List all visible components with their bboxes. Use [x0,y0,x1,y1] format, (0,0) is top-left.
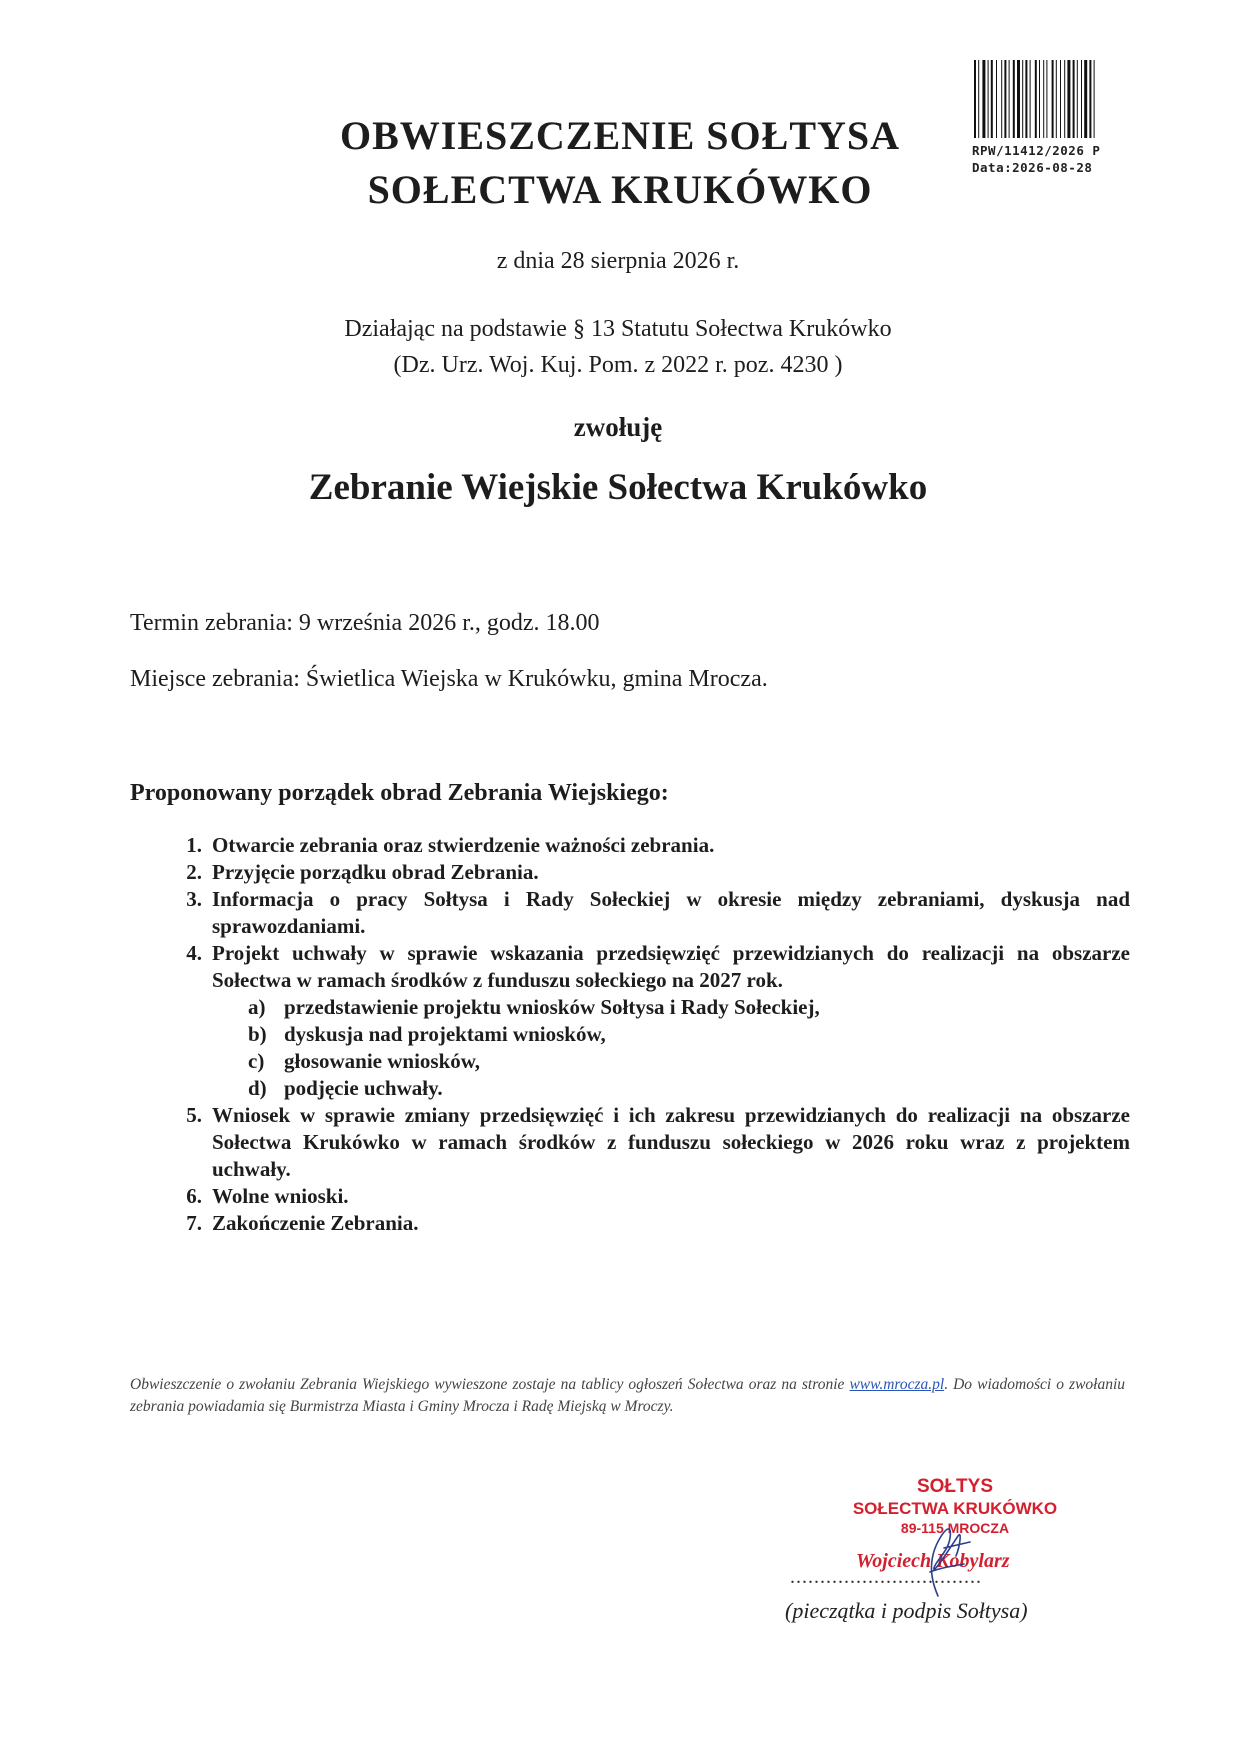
agenda-item [150,1210,1130,1237]
agenda-item-text: Wniosek w sprawie zmiany przedsięwzięć i ich zakresu przewidzianych do realizacji na obszarze Sołectwa Krukówko w ramach środków z funduszu sołeckiego w 2026 roku wraz z projektem uchwały. [212,1103,1130,1181]
agenda-subitem-letter: d) [248,1076,267,1100]
signature-name: Wojciech Kobylarz [856,1550,1010,1572]
agenda-item-number: 6. [186,1184,202,1208]
footer-note [130,1374,1125,1418]
agenda-item-text: Zakończenie Zebrania. [212,1211,419,1235]
event-title: Zebranie Wiejskie Sołectwa Krukówko [308,467,928,508]
agenda-item-text: Przyjęcie porządku obrad Zebrania. [212,860,539,884]
agenda-subitem [150,994,1130,1021]
agenda-item-number: 4. [186,941,202,965]
agenda-item-text: Wolne wnioski. [212,1184,349,1208]
agenda-item-number: 5. [186,1103,202,1127]
agenda-item-text: Otwarcie zebrania oraz stwierdzenie ważności zebrania. [212,833,715,857]
agenda-item-number: 7. [186,1211,202,1235]
signature-dotted-line: ................................ [790,1566,982,1588]
document-title-line1: OBWIESZCZENIE SOŁTYSA [339,113,901,158]
meeting-term: Termin zebrania: 9 września 2026 r., godz. 18.00 [130,610,600,636]
stamp-line3: 89-115 MROCZA [900,1520,1010,1536]
agenda-subitem-letter: b) [248,1022,267,1046]
legal-basis-line1: Działając na podstawie § 13 Statutu Sołectwa Krukówko [344,316,892,342]
agenda-item-text: Projekt uchwały w sprawie wskazania przedsięwzięć przewidzianych do realizacji na obszarze Sołectwa w ramach środków z funduszu sołeckiego na 2027 rok. [212,941,1130,992]
agenda-item-number: 1. [186,833,202,857]
website-link[interactable]: www.mrocza.pl [849,1376,945,1393]
agenda-subitem [150,1075,1130,1102]
meeting-place: Miejsce zebrania: Świetlica Wiejska w Krukówku, gmina Mrocza. [130,666,768,692]
agenda-item-number: 2. [186,860,202,884]
barcode [972,60,1144,138]
agenda-list [150,832,1130,1237]
document-date: z dnia 28 sierpnia 2026 r. [496,248,740,274]
footer-text-after: . Do wiadomości o zwołaniu zebrania powiadamia się Burmistrza Miasta i Gminy Mrocza i Radę Miejską w Mroczy. [130,1376,1126,1415]
agenda-item [150,832,1130,859]
agenda-item-text: Informacja o pracy Sołtysa i Rady Sołeckiej w okresie między zebraniami, dyskusja nad sprawozdaniami. [212,887,1130,938]
agenda-subitem-text: dyskusja nad projektami wniosków, [284,1022,606,1046]
agenda-subitem-text: podjęcie uchwały. [284,1076,443,1100]
agenda-subitem [150,1021,1130,1048]
stamp-line2: SOŁECTWA KRUKÓWKO [852,1499,1058,1518]
agenda-item [150,940,1130,994]
document-title-line2: SOŁECTWA KRUKÓWKO [367,167,873,212]
agenda-item [150,859,1130,886]
agenda-subitem-text: głosowanie wniosków, [284,1049,481,1073]
agenda-item [150,886,1130,940]
footer-text-before: Obwieszczenie o zwołaniu Zebrania Wiejskiego wywieszone zostaje na tablicy ogłoszeń Sołectwa oraz na stronie [130,1376,845,1393]
legal-basis-line2: (Dz. Urz. Woj. Kuj. Pom. z 2022 r. poz. 4230 ) [393,352,843,378]
agenda-item [150,1183,1130,1210]
stamp-line1: SOŁTYS [916,1476,993,1497]
barcode-date: Data:2026-08-28 [972,160,1093,175]
agenda-item [150,1102,1130,1183]
agenda-heading: Proponowany porządek obrad Zebrania Wiejskiego: [130,780,669,806]
agenda-subitem-letter: c) [248,1049,265,1073]
agenda-subitem-letter: a) [248,995,266,1019]
signature-caption: (pieczątka i podpis Sołtysa) [785,1598,1028,1623]
agenda-subitem [150,1048,1130,1075]
barcode-reference: RPW/11412/2026 P [972,143,1101,158]
convene-verb: zwołuję [573,412,663,442]
agenda-subitem-text: przedstawienie projektu wniosków Sołtysa i Rady Sołeckiej, [284,995,820,1019]
agenda-item-number: 3. [186,887,202,911]
